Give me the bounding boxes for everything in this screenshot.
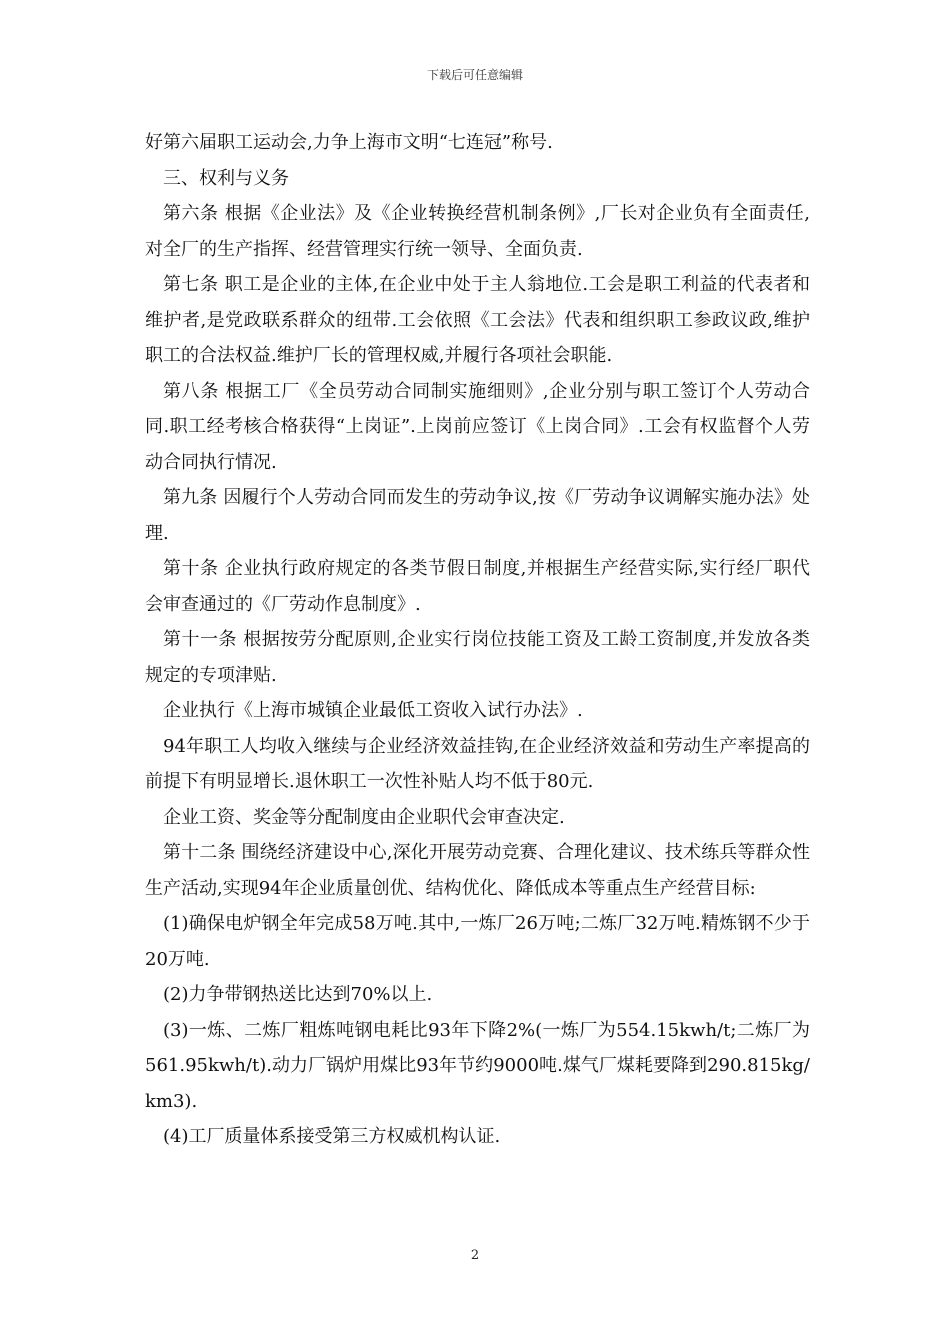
page-header: 下载后可任意编辑: [426, 68, 523, 82]
goal-item-3: (3)一炼、二炼厂粗炼吨钢电耗比93年下降2%(一炼厂为554.15kwh/t;二炼厂为561.95kwh/t).动力厂锅炉用煤比93年节约9000吨.煤气厂煤耗要降到290.815kg/km3).: [145, 1019, 810, 1112]
goal-item-2: (2)力争带钢热送比达到70%以上.: [163, 984, 433, 1005]
article-11: 第十一条 根据按劳分配原则,企业实行岗位技能工资及工龄工资制度,并发放各类规定的专项津贴.: [145, 629, 810, 686]
income-paragraph: 94年职工人均收入继续与企业经济效益挂钩,在企业经济效益和劳动生产率提高的前提下有明显增长.退休职工一次性补贴人均不低于80元.: [145, 735, 810, 792]
minimum-wage-paragraph: 企业执行《上海市城镇企业最低工资收入试行办法》.: [163, 700, 583, 721]
article-7: 第七条 职工是企业的主体,在企业中处于主人翁地位.工会是职工利益的代表者和维护者,是党政联系群众的纽带.工会依照《工会法》代表和组织职工参政议政,维护职工的合法权益.维护厂长的管理权威,并履行各项社会职能.: [145, 274, 810, 366]
goal-item-4: (4)工厂质量体系接受第三方权威机构认证.: [163, 1126, 501, 1147]
wage-bonus-paragraph: 企业工资、奖金等分配制度由企业职代会审查决定.: [163, 806, 565, 828]
article-9: 第九条 因履行个人劳动合同而发生的劳动争议,按《厂劳动争议调解实施办法》处理.: [145, 487, 810, 544]
page-number: 2: [470, 1248, 480, 1263]
goal-item-1: (1)确保电炉钢全年完成58万吨.其中,一炼厂26万吨;二炼厂32万吨.精炼钢不少于20万吨.: [145, 913, 810, 970]
article-6: 第六条 根据《企业法》及《企业转换经营机制条例》,厂长对企业负有全面责任,对全厂的生产指挥、经营管理实行统一领导、全面负责.: [145, 203, 810, 260]
article-8: 第八条 根据工厂《全员劳动合同制实施细则》,企业分别与职工签订个人劳动合同.职工经考核合格获得“上岗证”.上岗前应签订《上岗合同》.工会有权监督个人劳动合同执行情况.: [145, 380, 810, 473]
article-10: 第十条 企业执行政府规定的各类节假日制度,并根据生产经营实际,实行经厂职代会审查通过的《厂劳动作息制度》.: [145, 558, 810, 615]
section-heading-rights-duties: 三、权利与义务: [163, 167, 289, 189]
document-body: [145, 125, 810, 1155]
article-12: 第十二条 围绕经济建设中心,深化开展劳动竞赛、合理化建议、技术练兵等群众性生产活动,实现94年企业质量创优、结构优化、降低成本等重点生产经营目标:: [145, 842, 810, 899]
paragraph-continuation: 好第六届职工运动会,力争上海市文明“七连冠”称号.: [145, 132, 553, 153]
